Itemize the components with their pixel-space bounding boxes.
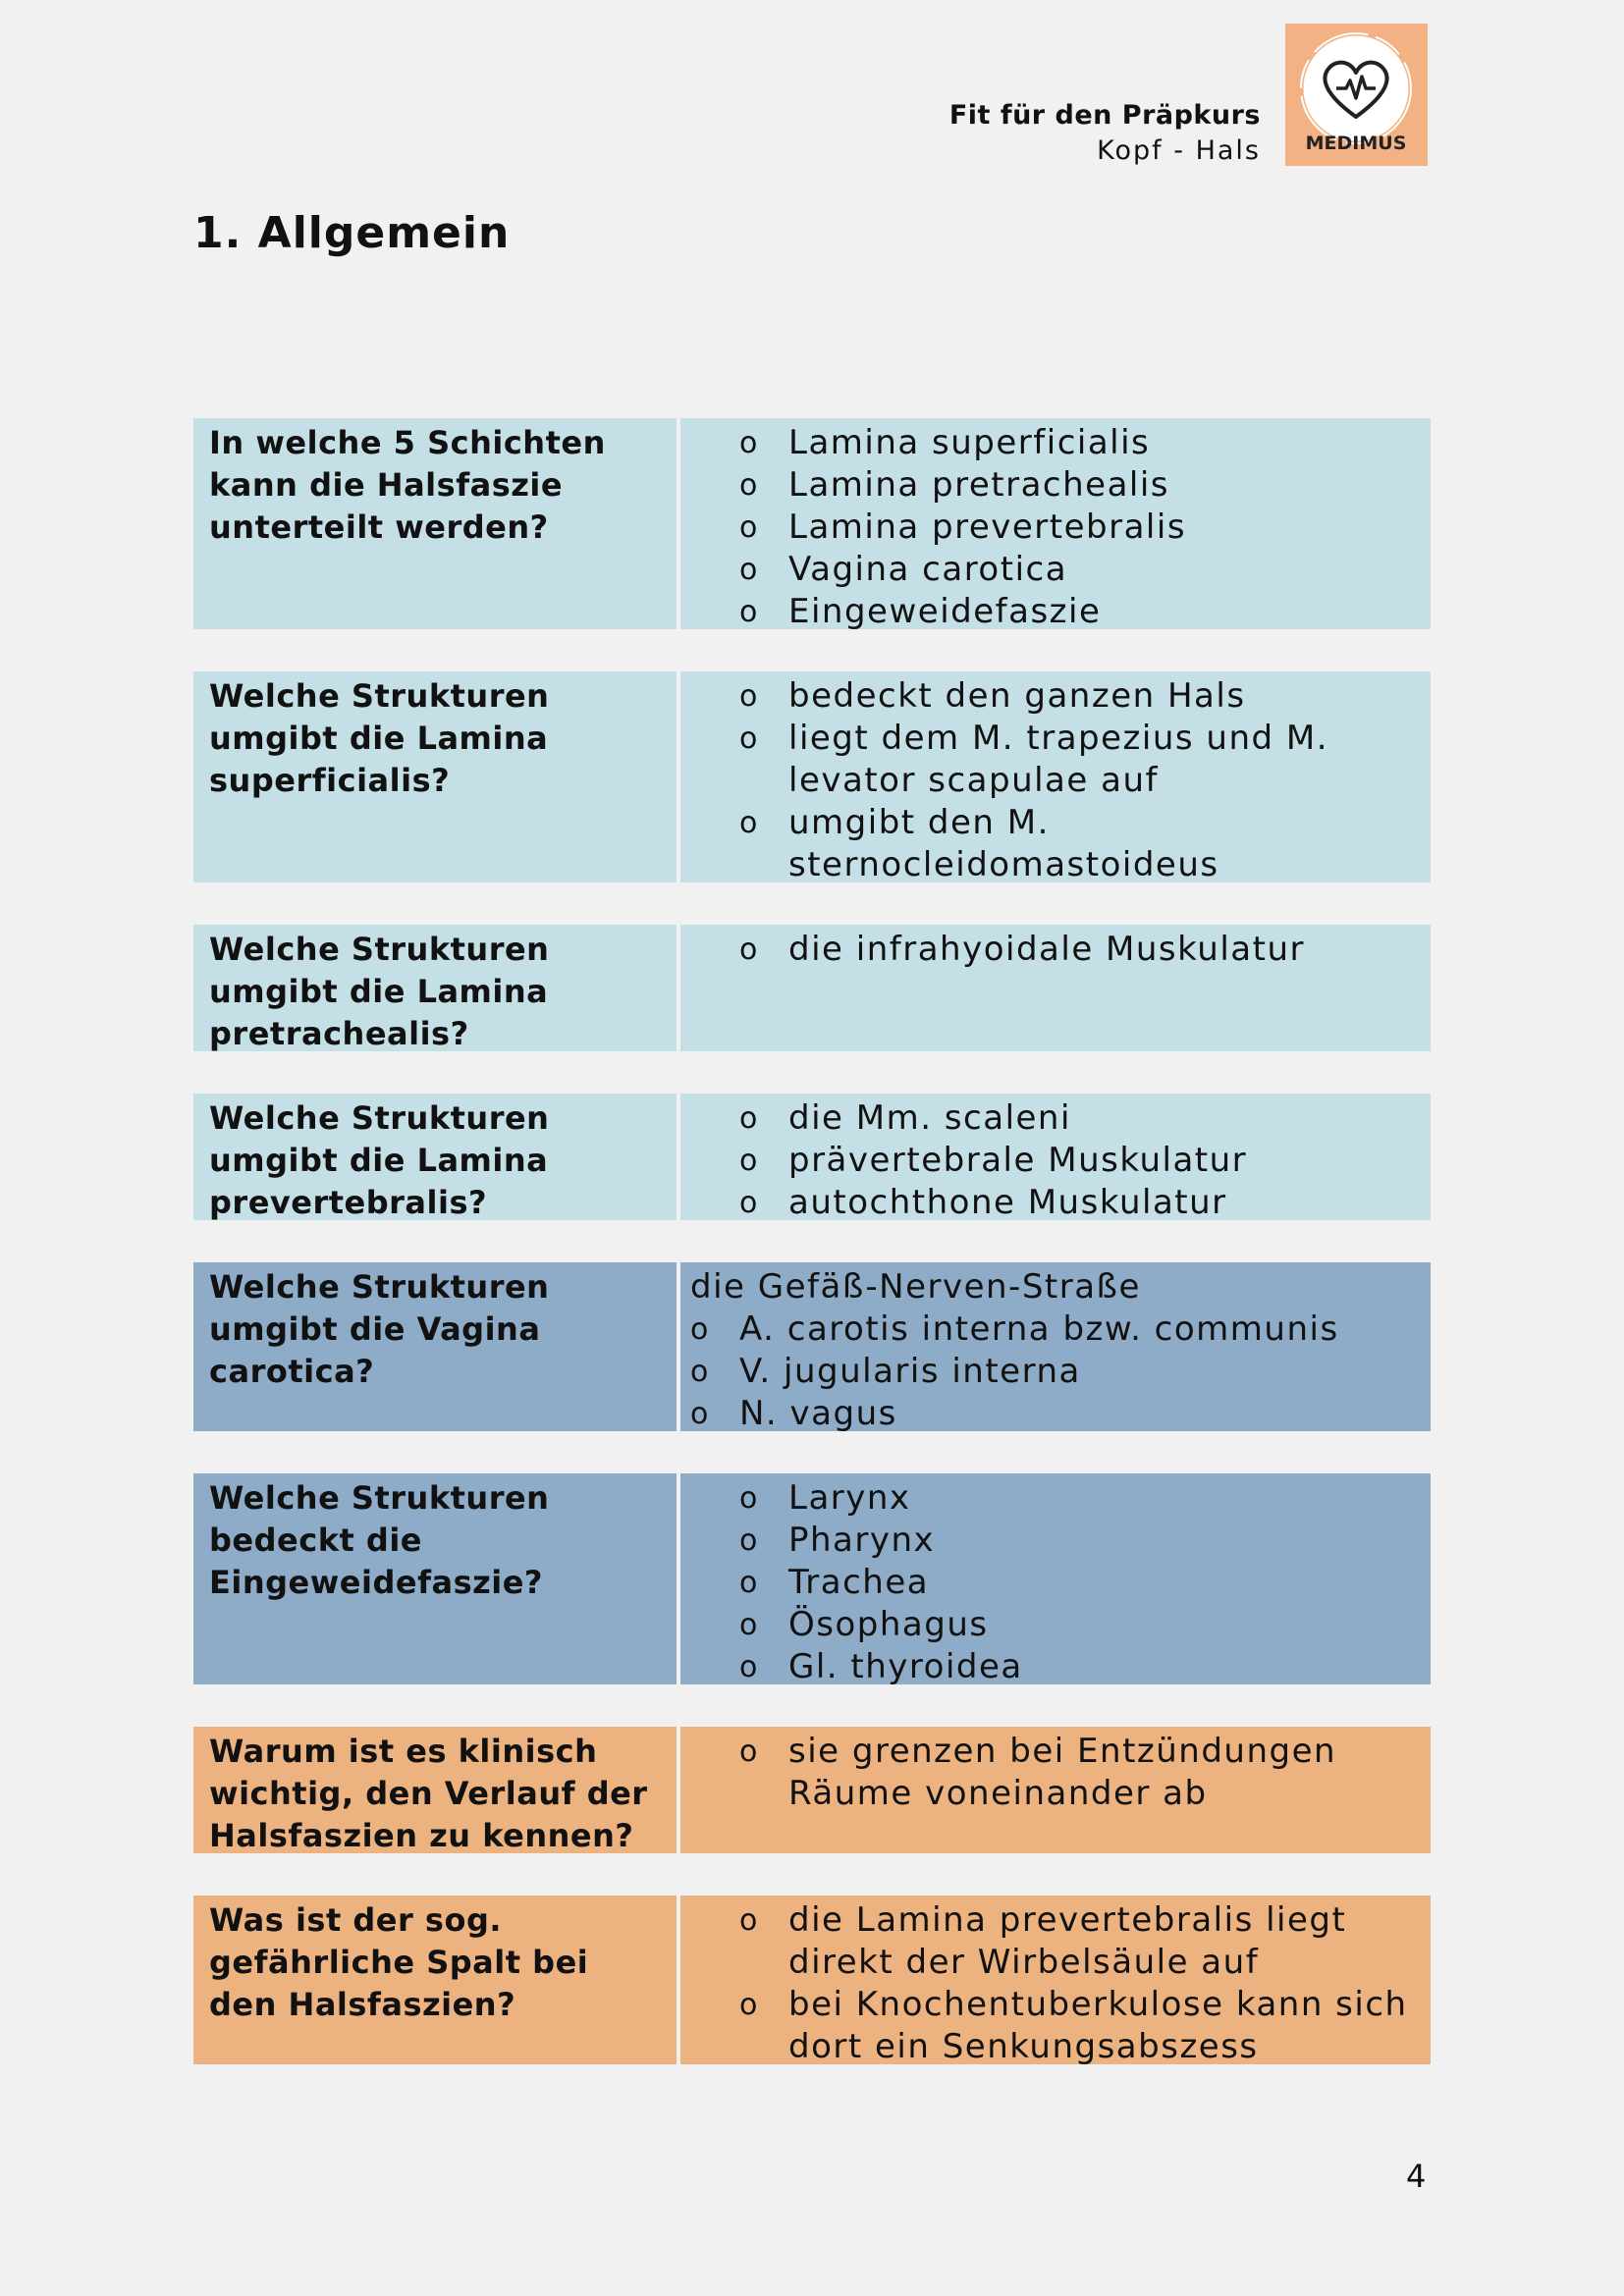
bullet-icon: o: [739, 1144, 759, 1178]
bullet-icon: o: [739, 933, 759, 967]
bullet-icon: o: [739, 1101, 759, 1136]
answer-item: Vagina carotica: [788, 550, 1068, 589]
answer-item: Ösophagus: [788, 1605, 989, 1644]
answer-cell: [680, 1896, 1431, 2064]
bullet-icon: o: [739, 1903, 759, 1938]
bullet-icon: o: [690, 1312, 710, 1347]
question-cell: Welche Strukturen bedeckt die Eingeweidefaszie?: [193, 1473, 677, 1684]
bullet-icon: o: [739, 426, 759, 460]
table-row: [193, 1262, 1431, 1431]
bullet-icon: o: [739, 1650, 759, 1684]
qa-table: [193, 418, 1431, 2107]
section-title: 1. Allgemein: [193, 208, 511, 258]
answer-item: Trachea: [788, 1563, 930, 1602]
answer-cell: [680, 1094, 1431, 1220]
answer-item: Gl. thyroidea: [788, 1647, 1023, 1686]
answer-item: umgibt den M. sternocleidomastoideus: [788, 803, 1219, 884]
question-cell: Welche Strukturen umgibt die Vagina carotica?: [193, 1262, 677, 1431]
answer-item: autochthone Muskulatur: [788, 1183, 1227, 1222]
answer-item: A. carotis interna bzw. communis: [739, 1309, 1339, 1349]
answer-item: V. jugularis interna: [739, 1352, 1081, 1391]
answer-item: die Mm. scaleni: [788, 1098, 1071, 1138]
bullet-icon: o: [739, 510, 759, 545]
table-row: [193, 1473, 1431, 1684]
table-row: [193, 1896, 1431, 2064]
bullet-icon: o: [739, 1735, 759, 1769]
logo-text: MEDIMUS: [1305, 133, 1407, 154]
bullet-icon: o: [739, 595, 759, 629]
header-subtitle: Kopf - Hals: [1097, 135, 1261, 166]
bullet-icon: o: [690, 1397, 710, 1431]
table-row: [193, 418, 1431, 629]
header-title: Fit für den Präpkurs: [948, 100, 1261, 131]
question-cell: Welche Strukturen umgibt die Lamina prevertebralis?: [193, 1094, 677, 1220]
answer-item: liegt dem M. trapezius und M. levator scapulae auf: [788, 719, 1329, 800]
table-row: [193, 671, 1431, 882]
bullet-icon: o: [739, 1566, 759, 1600]
answer-item: Eingeweidefaszie: [788, 592, 1102, 631]
answer-intro: die Gefäß-Nerven-Straße: [690, 1267, 1141, 1307]
answer-cell: [680, 1262, 1431, 1431]
bullet-icon: o: [739, 721, 759, 756]
answer-item: N. vagus: [739, 1394, 897, 1433]
question-cell: In welche 5 Schichten kann die Halsfaszie unterteilt werden?: [193, 418, 677, 629]
bullet-icon: o: [739, 1186, 759, 1220]
table-row: [193, 925, 1431, 1051]
medimus-logo: [1285, 24, 1428, 166]
table-row: [193, 1094, 1431, 1220]
answer-item: bedeckt den ganzen Hals: [788, 676, 1246, 716]
bullet-icon: o: [739, 679, 759, 714]
bullet-icon: o: [739, 468, 759, 503]
answer-cell: [680, 1473, 1431, 1684]
question-cell: Welche Strukturen umgibt die Lamina pretrachealis?: [193, 925, 677, 1051]
table-row: [193, 1727, 1431, 1853]
question-cell: Welche Strukturen umgibt die Lamina superficialis?: [193, 671, 677, 882]
page-number: 4: [1406, 2158, 1427, 2195]
answer-item: Larynx: [788, 1478, 911, 1518]
bullet-icon: o: [739, 553, 759, 587]
bullet-icon: o: [739, 1523, 759, 1558]
bullet-icon: o: [739, 1481, 759, 1516]
bullet-icon: o: [690, 1355, 710, 1389]
answer-cell: [680, 418, 1431, 629]
answer-item: bei Knochentuberkulose kann sich dort ein Senkungsabszess: [788, 1985, 1408, 2066]
answer-item: prävertebrale Muskulatur: [788, 1141, 1248, 1180]
answer-cell: [680, 1727, 1431, 1853]
answer-cell: [680, 925, 1431, 1051]
answer-item: Lamina pretrachealis: [788, 465, 1170, 505]
answer-cell: [680, 671, 1431, 882]
answer-item: Lamina superficialis: [788, 423, 1151, 462]
answer-item: Lamina prevertebralis: [788, 507, 1187, 547]
answer-item: die Lamina prevertebralis liegt direkt der Wirbelsäule auf: [788, 1900, 1347, 1982]
answer-item: Pharynx: [788, 1521, 936, 1560]
question-cell: Was ist der sog. gefährliche Spalt bei den Halsfaszien?: [193, 1896, 677, 2064]
bullet-icon: o: [739, 806, 759, 840]
question-cell: Warum ist es klinisch wichtig, den Verlauf der Halsfaszien zu kennen?: [193, 1727, 677, 1853]
answer-item: die infrahyoidale Muskulatur: [788, 930, 1305, 969]
bullet-icon: o: [739, 1608, 759, 1642]
answer-item: sie grenzen bei Entzündungen Räume voneinander ab: [788, 1732, 1337, 1813]
page-header: [949, 98, 1261, 169]
bullet-icon: o: [739, 1988, 759, 2022]
heart-pulse-icon: [1285, 24, 1428, 166]
